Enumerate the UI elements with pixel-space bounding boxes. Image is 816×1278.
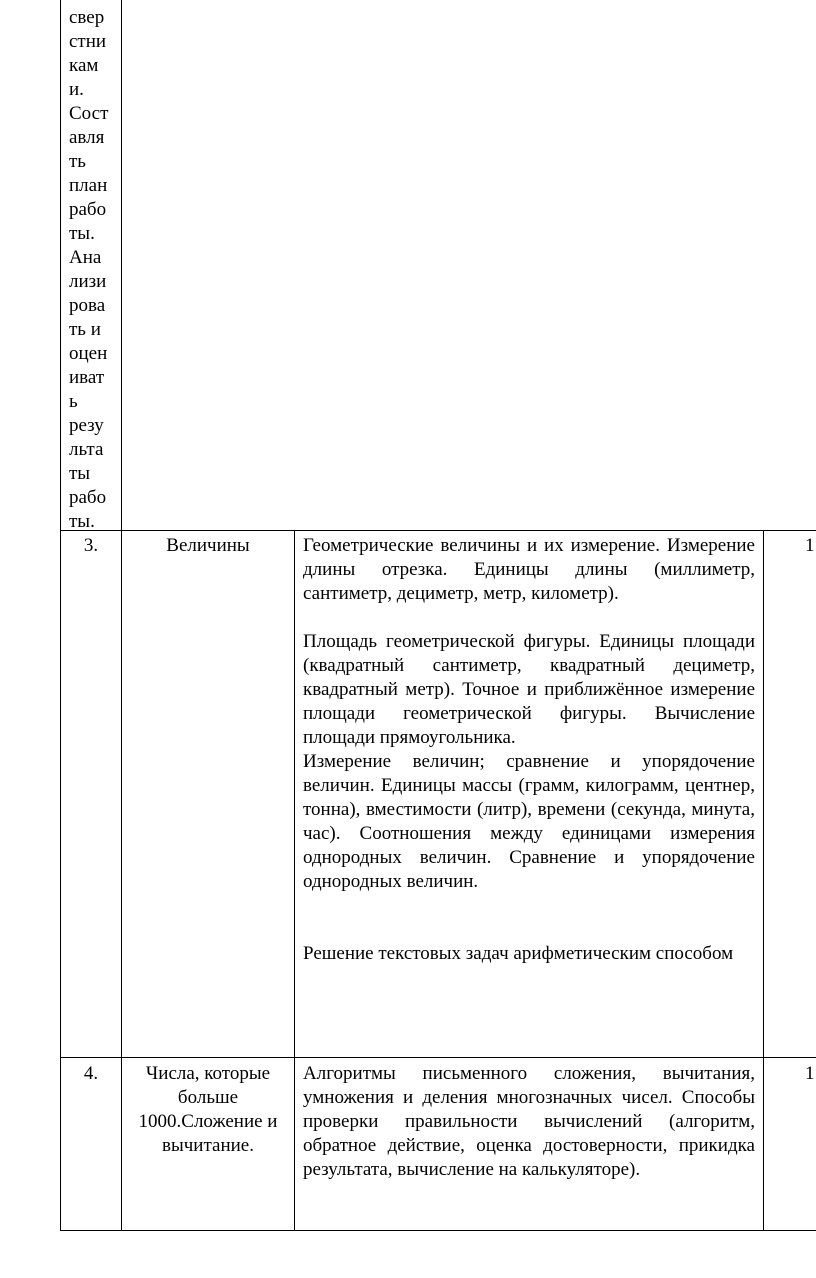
table-border-bottom	[60, 1230, 816, 1231]
row-hours: 1	[805, 535, 815, 556]
fragment-line: ты.	[69, 223, 95, 244]
table-border-col2	[294, 530, 295, 1231]
fragment-line: льта	[69, 439, 104, 460]
fragment-line: ты	[69, 463, 91, 484]
content-paragraph: Площадь геометрической фигуры. Единицы площади (квадратный сантиметр, квадратный дециметр, квадратный метр). Точное и приближённое измерение площади геометрической фигуры. Вычисление площади прямоугольника.	[303, 631, 755, 748]
fragment-line: резу	[69, 415, 104, 436]
row-hours: 1	[805, 1063, 815, 1084]
row-divider-1	[60, 530, 816, 531]
row-content	[303, 534, 755, 966]
fragment-line: стни	[69, 31, 107, 52]
row-content	[303, 1062, 755, 1182]
fragment-line: ты.	[69, 511, 95, 532]
fragment-line: рова	[69, 295, 106, 316]
content-paragraph: Геометрические величины и их измерение. Измерение длины отрезка. Единицы длины (миллиметр, сантиметр, дециметр, метр, километр).	[303, 535, 755, 604]
row-divider-2	[60, 1057, 816, 1058]
fragment-line: кам	[69, 55, 99, 76]
row-topic: Величины	[166, 535, 250, 556]
table-border-left	[60, 0, 61, 1231]
fragment-line: иват	[69, 367, 105, 388]
fragment-line: лизи	[69, 271, 107, 292]
continued-text-fragment	[69, 6, 121, 534]
fragment-line: рабо	[69, 199, 107, 220]
fragment-line: оцен	[69, 343, 108, 364]
table-border-col3	[763, 530, 764, 1231]
fragment-line: ть и	[69, 319, 101, 340]
fragment-line: Сост	[69, 103, 109, 124]
content-paragraph: Решение текстовых задач арифметическим способом	[303, 943, 734, 964]
fragment-line: и.	[69, 79, 84, 100]
row-number: 4.	[83, 1063, 99, 1084]
fragment-line: авля	[69, 127, 105, 148]
fragment-line: свер	[69, 7, 105, 28]
row-number: 3.	[83, 535, 99, 556]
table-border-col1	[121, 0, 122, 1231]
content-paragraph: Алгоритмы письменного сложения, вычитания, умножения и деления многозначных чисел. Способы проверки правильности вычислений (алгоритм, обратное действие, оценка достоверности, прикидка результата, вычисление на калькуляторе).	[303, 1063, 755, 1180]
fragment-line: ть	[69, 151, 86, 172]
row-topic: Числа, которые больше 1000.Сложение и вычитание.	[138, 1063, 278, 1156]
fragment-line: рабо	[69, 487, 107, 508]
content-paragraph: Измерение величин; сравнение и упорядочение величин. Единицы массы (грамм, килограмм, центнер, тонна), вместимости (литр), времени (секунда, минута, час). Соотношения между единицами измерения однородных величин. Сравнение и упорядочение однородных величин.	[303, 751, 755, 892]
fragment-line: план	[69, 175, 108, 196]
fragment-line: ь	[69, 391, 78, 412]
fragment-line: Ана	[69, 247, 102, 268]
